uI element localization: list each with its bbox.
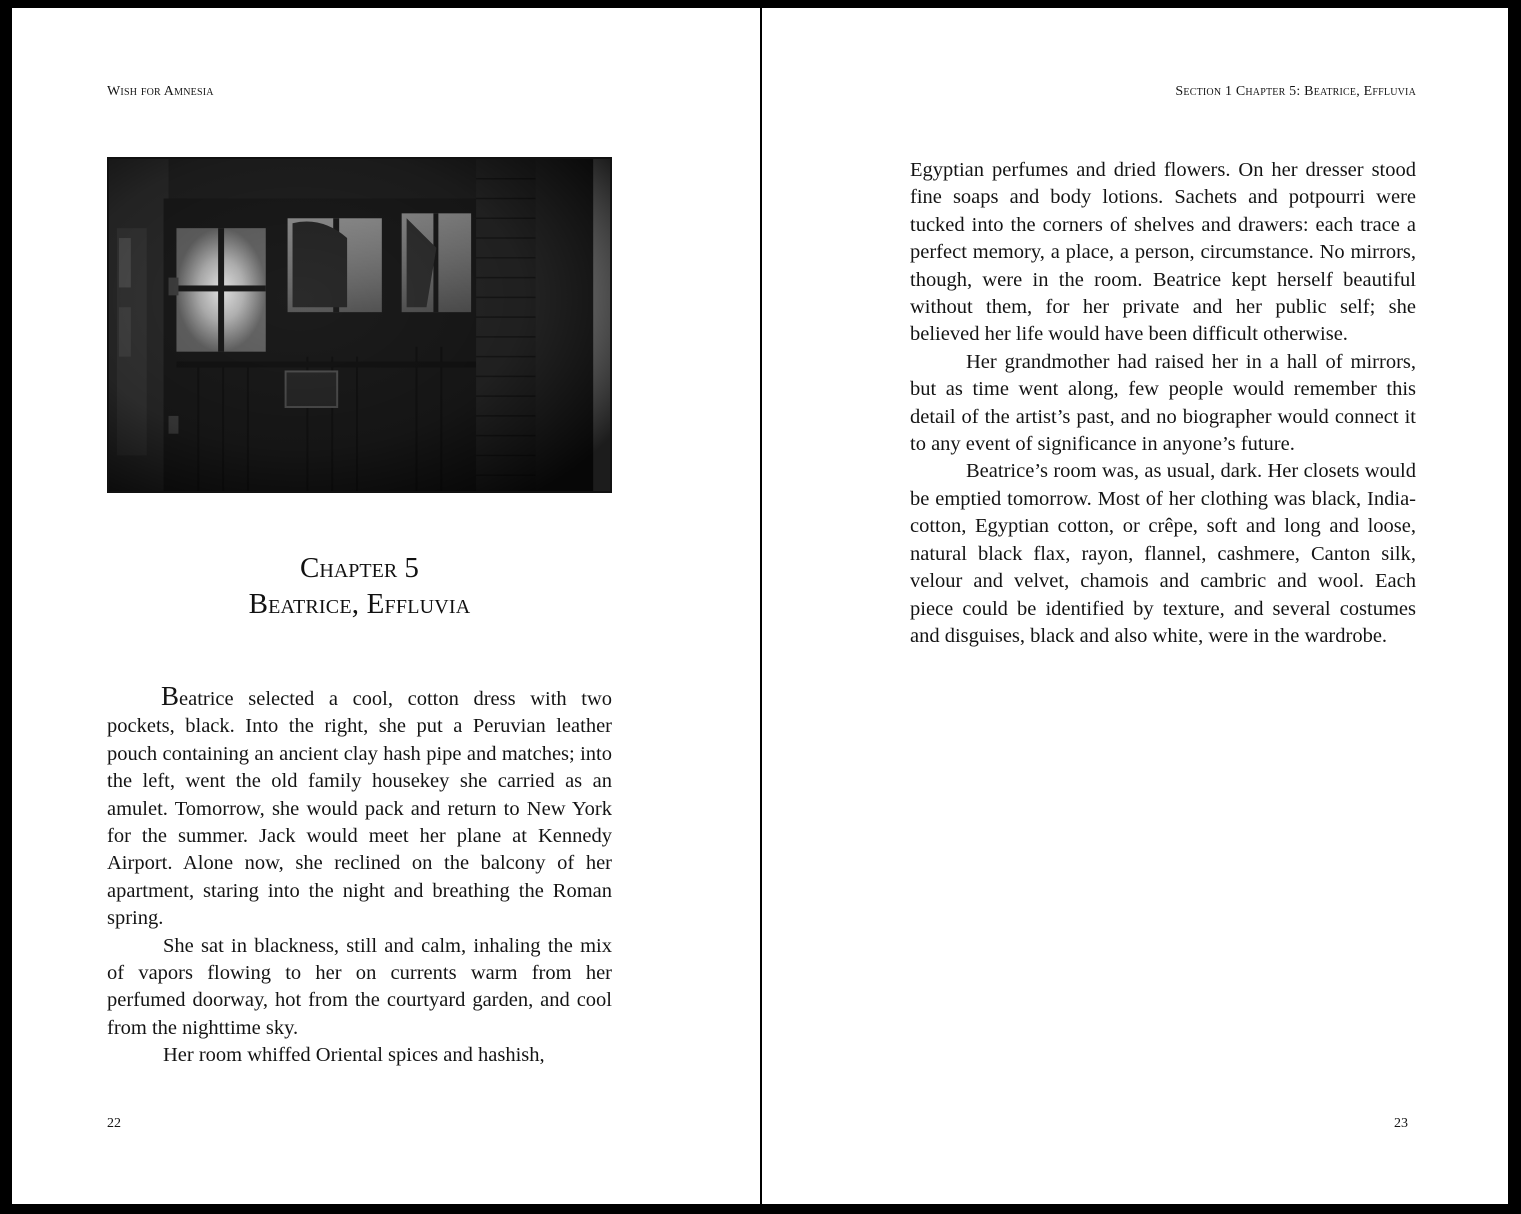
initial-letter: B (161, 681, 180, 711)
right-page (762, 8, 1508, 1204)
page-number: 23 (1394, 1116, 1408, 1131)
page-number: 22 (107, 1116, 121, 1131)
left-page (12, 8, 760, 1204)
doors-photo-illustration (109, 159, 610, 491)
paragraph (107, 683, 612, 933)
right-body-text (910, 157, 1416, 650)
running-head-book-title: Wish for Amnesia (107, 84, 214, 99)
paragraph: Beatrice’s room was, as usual, dark. Her closets would be emptied tomorrow. Most of her clothing was black, India-cotton, Egyptian cotton, or crêpe, soft and long and loose, natural black flax, rayon, flannel, cashmere, Canton silk, velour and velvet, chamois and cambric and wool. Each piece could be identified by texture, and several costumes and disguises, black and also white, were in the wardrobe. (910, 460, 1416, 647)
paragraph: Her room whiffed Oriental spices and hashish, (163, 1044, 545, 1067)
paragraph-text: eatrice selected a cool, cotton dress with two pockets, black. Into the right, she put a Peruvian leather pouch containing an ancient clay hash pipe and matches; into the left, went the old family housekey she carried as an amulet. Tomorrow, she would pack and return to New York for the summer. Jack would meet her plane at Kennedy Airport. Alone now, she reclined on the balcony of her apartment, staring into the night and breathing the Roman spring. (107, 688, 612, 930)
left-body-text (107, 683, 612, 1070)
chapter-title: Beatrice, Effluvia (248, 588, 471, 620)
paragraph: Egyptian perfumes and dried flowers. On her dresser stood fine soaps and body lotions. Sachets and potpourri were tucked into the corners of shelves and drawers: each trace a perfect memory, a place, a person, circumstance. No mirrors, though, were in the room. Beatrice kept herself beautiful without them, for her private and her public self; she believed her life would have been difficult otherwise. (910, 159, 1416, 346)
paragraph: Her grandmother had raised her in a hall of mirrors, but as time went along, few people would remember this detail of the artist’s past, and no biographer would connect it to any event of significance in anyone’s future. (910, 350, 1416, 456)
paragraph: She sat in blackness, still and calm, inhaling the mix of vapors flowing to her on currents warm from her perfumed doorway, hot from the courtyard garden, and cool from the nighttime sky. (107, 934, 612, 1039)
running-head-section-chapter: Section 1 Chapter 5: Beatrice, Effluvia (1175, 84, 1416, 99)
chapter-photo-doors (107, 157, 612, 493)
chapter-number: Chapter 5 (300, 552, 419, 584)
